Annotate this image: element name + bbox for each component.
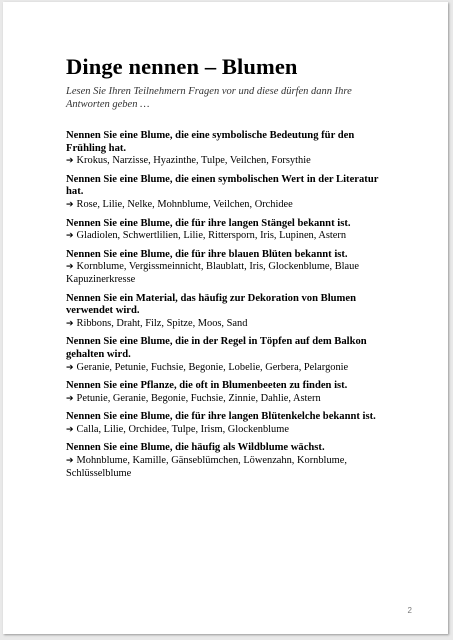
arrow-icon: ➔	[66, 262, 74, 273]
answer-text: Ribbons, Draht, Filz, Spitze, Moos, Sand	[76, 317, 248, 329]
answer-text: Mohnblume, Kamille, Gänseblümchen, Löwenzahn, Kornblume, Schlüsselblume	[66, 455, 347, 479]
question-item	[66, 442, 396, 480]
question-text: Nennen Sie eine Blume, die einen symbolischen Wert in der Literatur hat.	[66, 173, 379, 198]
arrow-icon: ➔	[66, 318, 74, 329]
question-list	[66, 130, 396, 486]
answer-text: Petunie, Geranie, Begonie, Fuchsie, Zinnie, Dahlie, Astern	[76, 392, 321, 404]
arrow-icon: ➔	[66, 393, 74, 404]
question-text: Nennen Sie eine Blume, die für ihre langen Blütenkelche bekannt ist.	[66, 411, 376, 423]
question-text: Nennen Sie ein Material, das häufig zur Dekoration von Blumen verwendet wird.	[66, 292, 356, 317]
page-number: 2	[407, 606, 412, 615]
question-text: Nennen Sie eine Blume, die eine symbolische Bedeutung für den Frühling hat.	[66, 130, 355, 154]
answer-text: Geranie, Petunie, Fuchsie, Begonie, Lobelie, Gerbera, Pelargonie	[76, 361, 349, 373]
answer-line	[66, 455, 396, 480]
arrow-icon: ➔	[66, 199, 74, 210]
answer-text: Gladiolen, Schwertlilien, Lilie, Rittersporn, Iris, Lupinen, Astern	[76, 230, 347, 242]
question-text: Nennen Sie eine Blume, die für ihre langen Stängel bekannt ist.	[66, 217, 351, 229]
answer-line	[66, 230, 396, 243]
answer-line	[66, 199, 396, 212]
arrow-icon: ➔	[66, 362, 74, 373]
question-item	[66, 336, 396, 374]
answer-line	[66, 318, 396, 331]
answer-line	[66, 393, 396, 406]
question-text: Nennen Sie eine Blume, die häufig als Wildblume wächst.	[66, 442, 325, 454]
question-item	[66, 380, 396, 405]
arrow-icon: ➔	[66, 424, 74, 435]
question-item	[66, 174, 396, 212]
question-item	[66, 411, 396, 436]
intro-text: Lesen Sie Ihren Teilnehmern Fragen vor und diese dürfen dann Ihre Antworten geben …	[66, 86, 352, 110]
answer-line	[66, 362, 396, 375]
answer-text: Kornblume, Vergissmeinnicht, Blaublatt, Iris, Glockenblume, Blaue Kapuzinerkresse	[66, 261, 359, 285]
question-text: Nennen Sie eine Blume, die für ihre blauen Blüten bekannt ist.	[66, 248, 348, 260]
answer-text: Krokus, Narzisse, Hyazinthe, Tulpe, Veilchen, Forsythie	[76, 155, 311, 167]
answer-line	[66, 155, 396, 168]
arrow-icon: ➔	[66, 156, 74, 167]
answer-text: Calla, Lilie, Orchidee, Tulpe, Irism, Glockenblume	[76, 423, 289, 435]
document-page	[3, 2, 448, 634]
answer-line	[66, 261, 396, 286]
page-title: Dinge nennen – Blumen	[66, 54, 298, 79]
question-item	[66, 249, 396, 287]
question-text: Nennen Sie eine Blume, die in der Regel in Töpfen auf dem Balkon gehalten wird.	[66, 336, 367, 360]
answer-line	[66, 424, 396, 437]
question-item	[66, 130, 396, 168]
arrow-icon: ➔	[66, 456, 74, 467]
question-item	[66, 218, 396, 243]
arrow-icon: ➔	[66, 231, 74, 242]
answer-text: Rose, Lilie, Nelke, Mohnblume, Veilchen, Orchidee	[76, 198, 293, 210]
question-item	[66, 293, 396, 331]
question-text: Nennen Sie eine Pflanze, die oft in Blumenbeeten zu finden ist.	[66, 380, 348, 392]
